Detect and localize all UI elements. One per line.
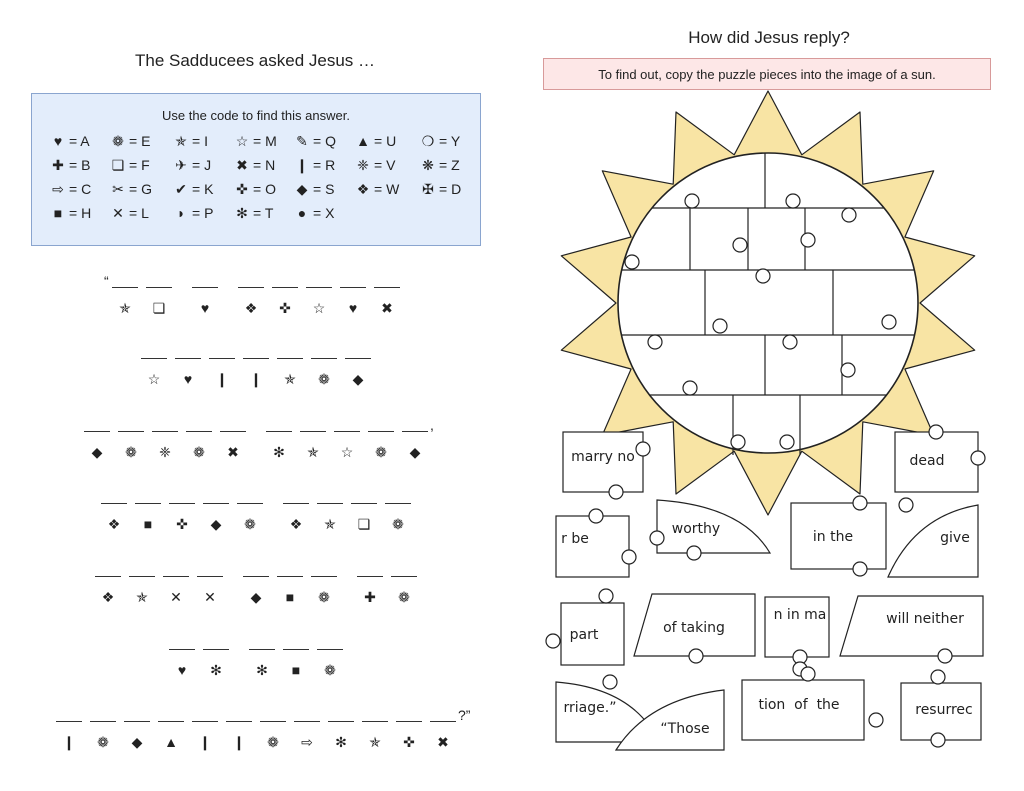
open-cross-icon: ✜ [176,516,188,532]
vertical-bar-icon: ❙ [199,734,211,750]
check-icon: ✔ [175,181,187,197]
resurrec-piece[interactable] [901,670,981,747]
right-title: How did Jesus reply? [688,28,850,47]
diamond-icon: ◆ [210,516,222,532]
open-cross-icon: ✜ [279,300,291,316]
puzzle-knob [685,194,699,208]
flower-icon: ❁ [267,734,279,750]
piece-knob [689,649,703,663]
puzzle-knob [841,363,855,377]
diamond-icon: ◆ [409,444,421,460]
will-neither-piece[interactable] [840,596,983,663]
circled-star-icon: ✯ [175,133,187,149]
cross-icon: ✚ [364,589,376,605]
flower-icon: ❁ [324,662,336,678]
heavy-x-icon: ✖ [227,444,239,460]
piece-knob [938,649,952,663]
diamond-cluster-icon: ❖ [101,589,115,605]
outline-star-icon: ☆ [340,444,354,460]
circled-star-icon: ✯ [284,371,296,387]
diamond-cluster-icon: ❖ [244,300,258,316]
airplane-icon: ✈ [175,157,187,173]
piece-knob [636,442,650,456]
cross-icon: ✚ [52,157,64,173]
flower-icon: ❁ [97,734,109,750]
thin-x-icon: ✕ [112,205,124,221]
piece-knob [853,496,867,510]
puzzle-knob [683,381,697,395]
heavy-x-icon: ✖ [381,300,393,316]
code-entry-text: = F [129,157,150,173]
square-icon: ■ [143,516,153,532]
piece-text: “Those [660,721,710,737]
code-entry-text: = T [253,205,274,221]
give-piece[interactable] [888,498,978,577]
puzzle-knob [780,435,794,449]
instruction-text: To find out, copy the puzzle pieces into the image of a sun. [598,66,936,82]
thin-x-icon: ✕ [204,589,216,605]
code-entry-text: = Q [313,133,336,149]
piece-text: of taking [663,620,725,636]
puzzle-knob [786,194,800,208]
square-icon: ■ [291,662,301,678]
dead-piece[interactable] [895,425,985,492]
flower-icon: ❁ [112,133,124,149]
code-entry-text: = S [313,181,335,197]
piece-knob [931,733,945,747]
snowflake-asterisk-icon: ✻ [273,444,285,460]
piece-text: n in ma [773,607,827,623]
piece-knob [801,667,815,681]
flower-icon: ❁ [398,589,410,605]
diamond-cluster-icon: ❖ [356,181,370,197]
circle-icon: ● [297,205,307,221]
square-icon: ■ [53,205,63,221]
code-hint: Use the code to find this answer. [162,108,350,123]
code-entry-text: = B [69,157,91,173]
piece-text: give [940,530,970,546]
piece-knob [603,675,617,689]
flower-icon: ❁ [318,371,330,387]
heavy-x-icon: ✖ [437,734,449,750]
heavy-x-icon: ✖ [236,157,248,173]
shadowed-square-icon: ❏ [152,300,166,316]
piece-knob [853,562,867,576]
piece-knob [650,531,664,545]
square-icon: ■ [285,589,295,605]
flower-icon: ❁ [193,444,205,460]
circled-star-icon: ✯ [136,589,148,605]
piece-knob [899,498,913,512]
snowflake-asterisk-icon: ✻ [210,662,222,678]
piece-knob [622,550,636,564]
snowflake-asterisk-icon: ✻ [236,205,248,221]
flower-icon: ❁ [392,516,404,532]
outline-star-icon: ☆ [147,371,161,387]
piece-text: marry no [571,449,635,465]
flower-icon: ❁ [244,516,256,532]
puzzle-knob [733,238,747,252]
heart-icon: ♥ [53,133,63,149]
puzzle-knob [783,335,797,349]
piece-text: in the [812,529,854,545]
code-entry-text: = E [129,133,151,149]
code-entry-text: = G [129,181,152,197]
puzzle-knob [731,435,745,449]
piece-text: r be [561,531,589,547]
code-entry-text: = O [253,181,276,197]
piece-text: worthy [671,521,721,537]
triangle-icon: ▲ [356,133,370,149]
half-circle-icon: ◗ [176,205,186,221]
piece-outline [765,597,829,657]
code-entry-text: = Z [439,157,460,173]
circled-star-icon: ✯ [369,734,381,750]
left-title: The Sadducees asked Jesus … [134,51,376,70]
flower-icon: ❁ [375,444,387,460]
diamond-icon: ◆ [250,589,262,605]
worthy-piece[interactable] [650,500,770,560]
shadowed-circle-icon: ❍ [421,133,435,149]
code-entry-text: = H [69,205,92,221]
sun-disc [618,153,918,453]
tion-of-the-piece[interactable] [742,667,883,740]
puzzle-knob [842,208,856,222]
diamond-cluster-icon: ❖ [107,516,121,532]
closing-punctuation: , [430,417,434,433]
open-cross-icon: ✜ [236,181,248,197]
flower-icon: ❁ [125,444,137,460]
of-taking-piece[interactable] [634,594,755,663]
code-entry-text: = R [313,157,336,173]
triangle-icon: ▲ [164,734,178,750]
diamond-icon: ◆ [91,444,103,460]
code-entry-text: = A [69,133,90,149]
piece-knob [599,589,613,603]
propeller-asterisk-icon: ❋ [422,157,434,173]
sparkle-icon: ❈ [159,444,171,460]
diamond-icon: ◆ [352,371,364,387]
open-cross-icon: ✜ [403,734,415,750]
code-entry-text: = N [253,157,276,173]
code-entry-text: = K [192,181,214,197]
outline-star-icon: ☆ [312,300,326,316]
piece-knob [931,670,945,684]
code-entry-text: = V [374,157,396,173]
arrow-icon: ⇨ [301,734,313,750]
piece-knob [929,425,943,439]
closing-punctuation: ?” [458,707,471,723]
puzzle-knob [756,269,770,283]
puzzle-knob [801,233,815,247]
piece-knob [589,509,603,523]
puzzle-knob [882,315,896,329]
puzzle-knob [625,255,639,269]
sparkle-icon: ❈ [357,157,369,173]
circled-star-icon: ✯ [307,444,319,460]
code-entry-text: = L [129,205,149,221]
circled-star-icon: ✯ [119,300,131,316]
heart-icon: ♥ [200,300,210,316]
thin-x-icon: ✕ [170,589,182,605]
pencil-icon: ✎ [296,133,308,149]
piece-text: tion of the [758,697,840,713]
code-entry-text: = X [313,205,335,221]
scissors-icon: ✂ [112,181,124,197]
heart-icon: ♥ [183,371,193,387]
code-entry-text: = M [253,133,277,149]
marry-no-piece[interactable] [563,432,650,499]
vertical-bar-icon: ❙ [233,734,245,750]
piece-text: will neither [886,611,964,627]
n-in-ma-piece[interactable] [765,597,829,676]
piece-knob [609,485,623,499]
outline-star-icon: ☆ [235,133,249,149]
vertical-bar-icon: ❙ [216,371,228,387]
heart-icon: ♥ [348,300,358,316]
piece-text: resurrec [915,702,973,718]
piece-text: dead [909,453,945,469]
arrow-icon: ⇨ [52,181,64,197]
shadowed-square-icon: ❏ [111,157,125,173]
circled-star-icon: ✯ [324,516,336,532]
code-entry-text: = W [374,181,400,197]
diamond-cluster-icon: ❖ [289,516,303,532]
flower-icon: ❁ [318,589,330,605]
in-the-piece[interactable] [791,496,886,576]
code-entry-text: = U [374,133,397,149]
code-entry-text: = I [192,133,208,149]
maltese-cross-icon: ✠ [422,181,434,197]
snowflake-asterisk-icon: ✻ [256,662,268,678]
puzzle-knob [648,335,662,349]
piece-text: rriage.” [563,700,617,716]
code-entry-text: = P [192,205,214,221]
puzzle-knob [713,319,727,333]
code-entry-text: = C [69,181,92,197]
heart-icon: ♥ [177,662,187,678]
code-entry-text: = D [439,181,462,197]
piece-knob [971,451,985,465]
piece-knob [546,634,560,648]
vertical-bar-icon: ❙ [296,157,308,173]
vertical-bar-icon: ❙ [63,734,75,750]
piece-knob [869,713,883,727]
vertical-bar-icon: ❙ [250,371,262,387]
r-be-piece[interactable] [556,509,636,577]
piece-text: part [569,627,599,643]
part-piece[interactable] [546,589,624,665]
shadowed-square-icon: ❏ [357,516,371,532]
diamond-icon: ◆ [131,734,143,750]
code-entry-text: = Y [439,133,461,149]
piece-knob [687,546,701,560]
diamond-icon: ◆ [296,181,308,197]
open-quote: “ [104,273,109,289]
code-entry-text: = J [192,157,212,173]
snowflake-asterisk-icon: ✻ [335,734,347,750]
